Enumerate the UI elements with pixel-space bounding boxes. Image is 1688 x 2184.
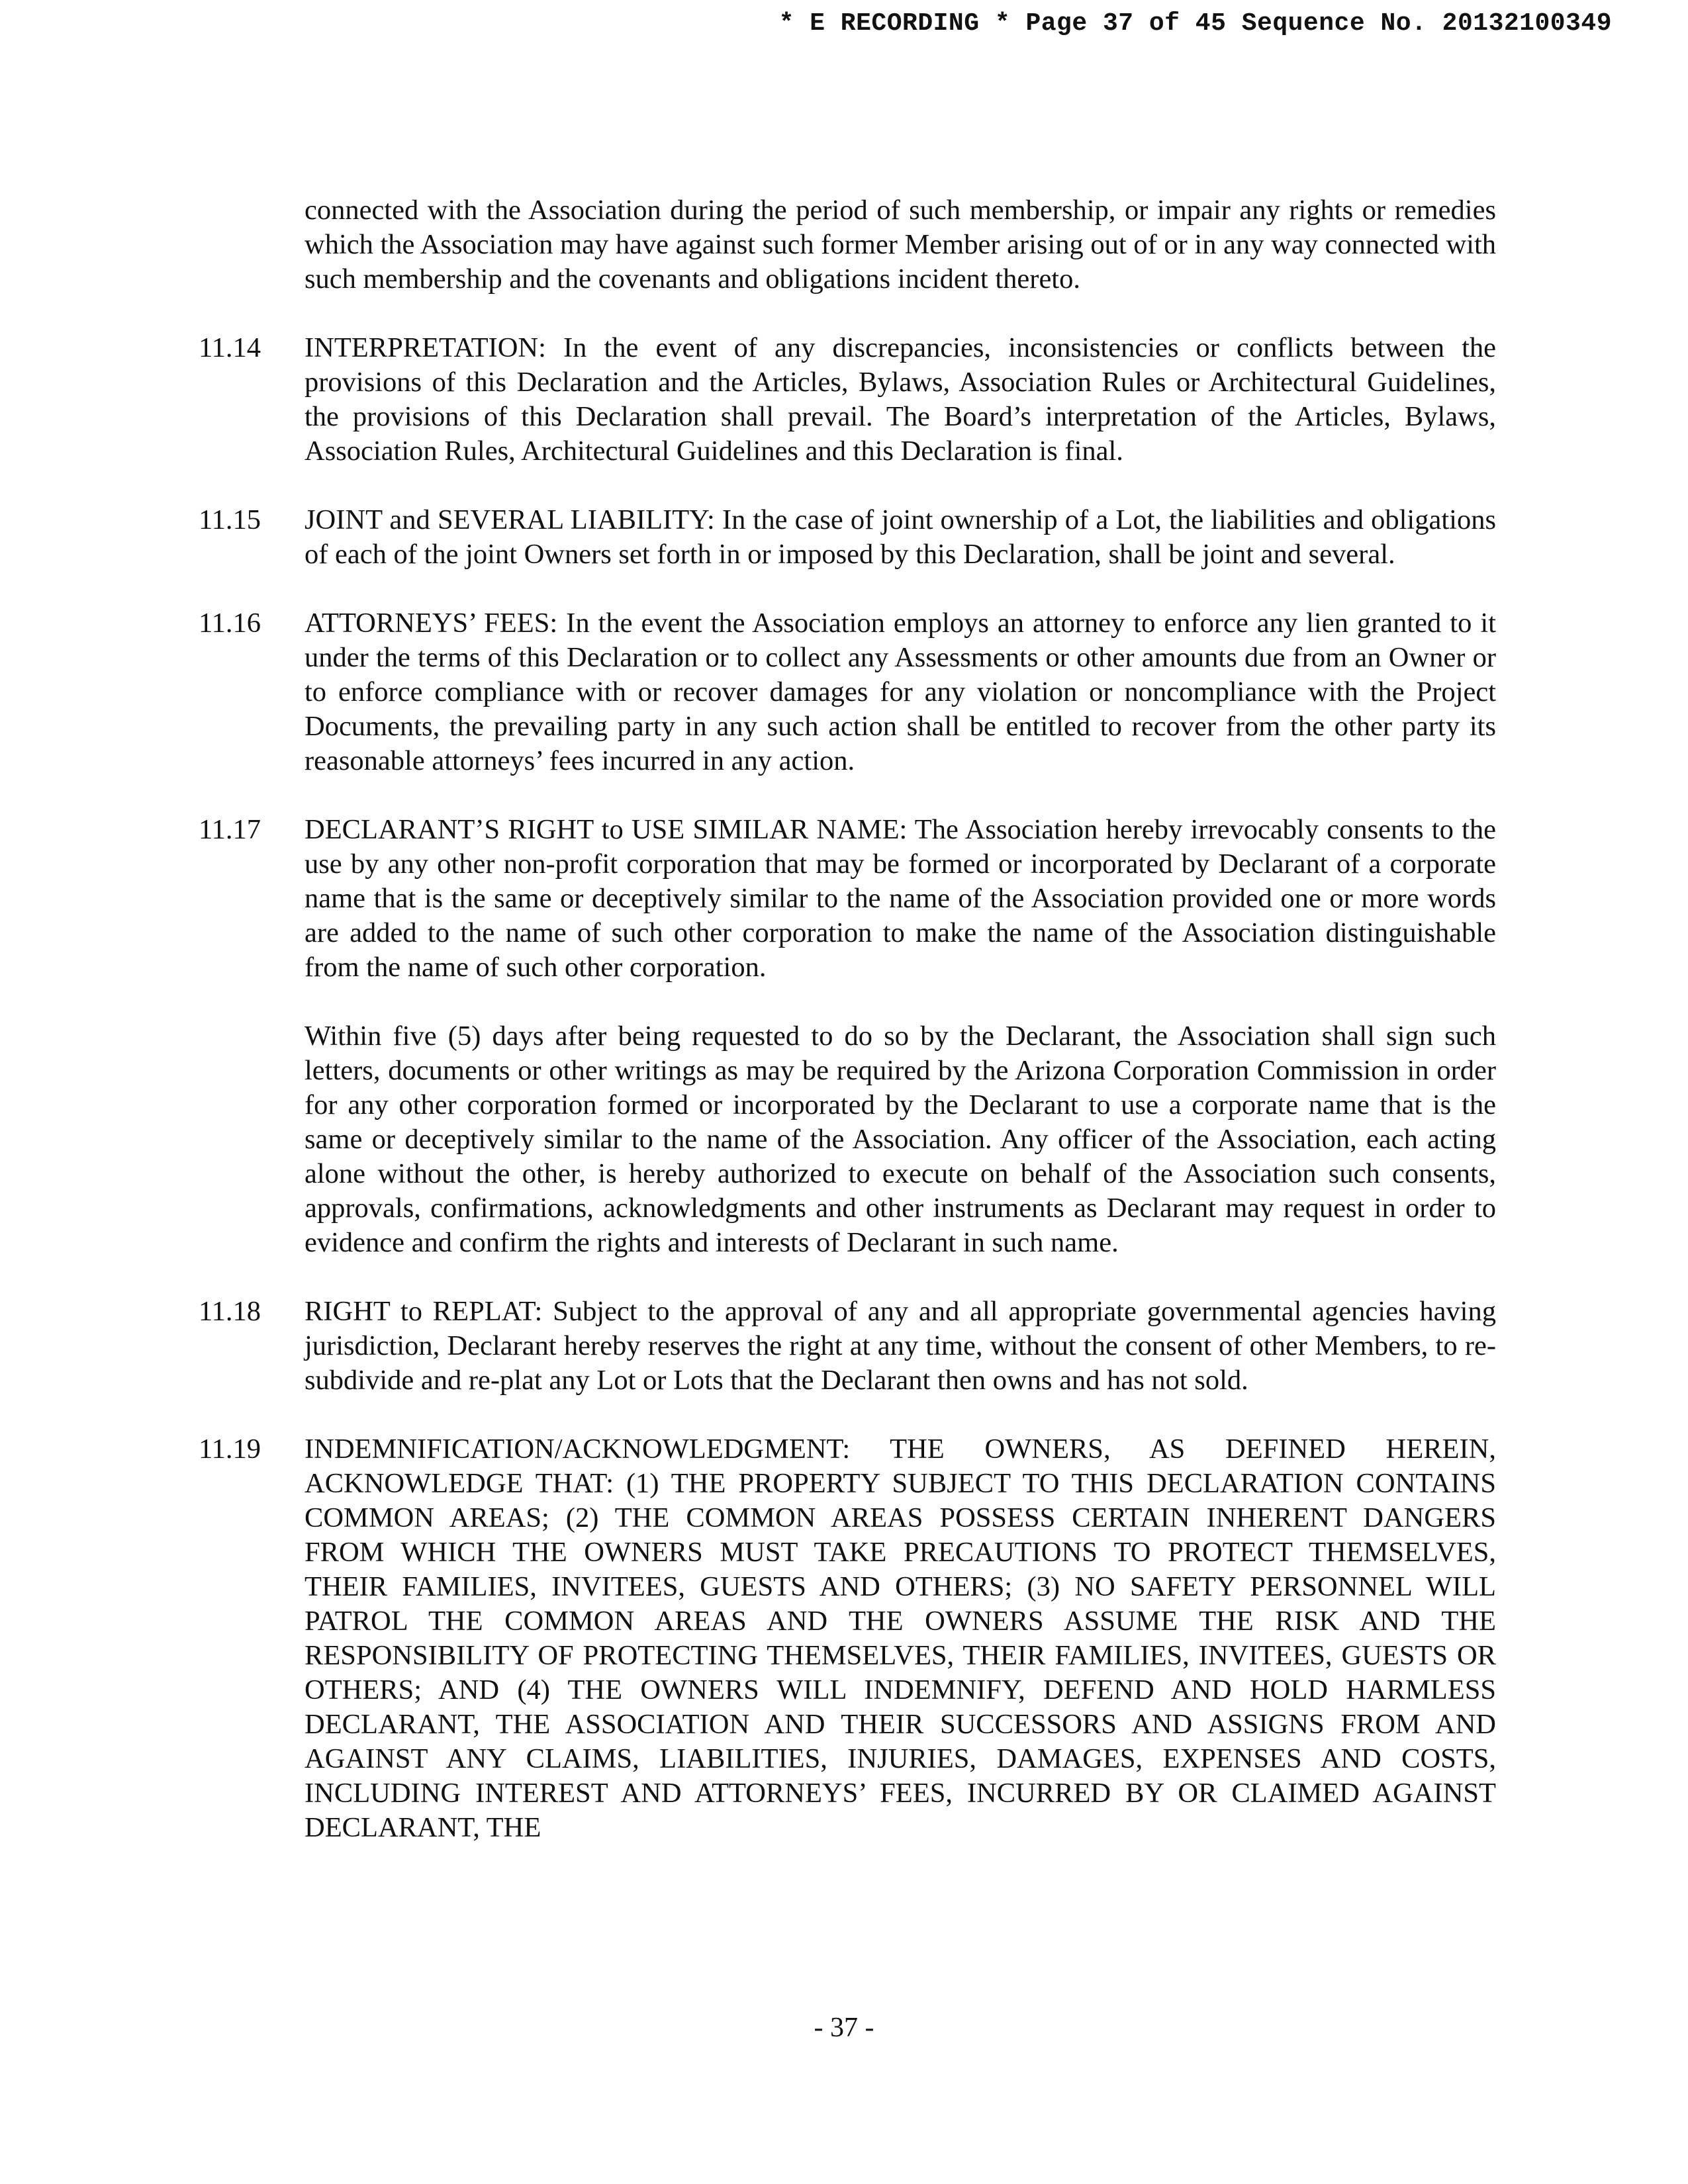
section-number: 11.15 [199,504,261,535]
section-text: DECLARANT’S RIGHT to USE SIMILAR NAME: The Association hereby irrevocably consents to the use by any other non-profit corporation that may be formed or incorporated by Declarant of a corporate name that is the same or deceptively similar to the name of the Association provided one or more words are added to the name of such other corporation to make the name of the Association distinguishable from the name of such other corporation. [305,814,1496,983]
section-text: RIGHT to REPLAT: Subject to the approval of any and all appropriate governmental agencies having jurisdiction, Declarant hereby reserves the right at any time, without the consent of other Members, to re-subdivide and re-plat any Lot or Lots that the Declarant then owns and has not sold. [305,1296,1496,1396]
section-subparagraph: Within five (5) days after being requested to do so by the Declarant, the Association shall sign such letters, documents or other writings as may be required by the Arizona Corporation Commission in order for any other corporation formed or incorporated by the Declarant to use a corporate name that is the same or deceptively similar to the name of the Association. Any officer of the Association, each acting alone without the other, is hereby authorized to execute on behalf of the Association such consents, approvals, confirmations, acknowledgments and other instruments as Declarant may request in order to evidence and confirm the rights and interests of Declarant in such name. [305,1021,1496,1258]
section-text: ATTORNEYS’ FEES: In the event the Association employs an attorney to enforce any lien granted to it under the terms of this Declaration or to collect any Assessments or other amounts due from an Owner or to enforce compliance with or recover damages for any violation or noncompliance with the Project Documents, the prevailing party in any such action shall be entitled to recover from the other party its reasonable attorneys’ fees incurred in any action. [305,608,1496,776]
section-body [305,813,1496,1260]
section-text: JOINT and SEVERAL LIABILITY: In the case of joint ownership of a Lot, the liabilities and obligations of each of the joint Owners set forth in or imposed by this Declaration, shall be joint and several. [305,504,1496,570]
section-number: 11.17 [199,814,261,845]
document-body [199,193,1496,1880]
section-number: 11.14 [199,332,261,363]
page-number: - 37 - [814,2013,874,2043]
recording-header: * E RECORDING * Page 37 of 45 Sequence No. 20132100349 [778,9,1612,38]
section-11-15 [199,503,1496,572]
section-11-16 [199,606,1496,778]
section-11-18 [199,1295,1496,1398]
section-text: INDEMNIFICATION/ACKNOWLEDGMENT: THE OWNERS, AS DEFINED HEREIN, ACKNOWLEDGE THAT: (1) THE PROPERTY SUBJECT TO THIS DECLARATION CONTAINS COMMON AREAS; (2) THE COMMON AREAS POSSESS CERTAIN INHERENT DANGERS FROM WHICH THE OWNERS MUST TAKE PRECAUTIONS TO PROTECT THEMSELVES, THEIR FAMILIES, INVITEES, GUESTS AND OTHERS; (3) NO SAFETY PERSONNEL WILL PATROL THE COMMON AREAS AND THE OWNERS ASSUME THE RISK AND THE RESPONSIBILITY OF PROTECTING THEMSELVES, THEIR FAMILIES, INVITEES, GUESTS OR OTHERS; AND (4) THE OWNERS WILL INDEMNIFY, DEFEND AND HOLD HARMLESS DECLARANT, THE ASSOCIATION AND THEIR SUCCESSORS AND ASSIGNS FROM AND AGAINST ANY CLAIMS, LIABILITIES, INJURIES, DAMAGES, EXPENSES AND COSTS, INCLUDING INTEREST AND ATTORNEYS’ FEES, INCURRED BY OR CLAIMED AGAINST DECLARANT, THE [305,1433,1496,1843]
section-number: 11.19 [199,1433,261,1465]
section-number: 11.18 [199,1296,261,1327]
section-text: INTERPRETATION: In the event of any discrepancies, inconsistencies or conflicts between the provisions of this Declaration and the Articles, Bylaws, Association Rules or Architectural Guidelines, the provisions of this Declaration shall prevail. The Board’s interpretation of the Articles, Bylaws, Association Rules, Architectural Guidelines and this Declaration is final. [305,332,1496,467]
section-11-14 [199,331,1496,469]
section-11-17 [199,813,1496,1260]
section-11-19 [199,1432,1496,1845]
continuation-paragraph: connected with the Association during the period of such membership, or impair any rights or remedies which the Association may have against such former Member arising out of or in any way connected with such membership and the covenants and obligations incident thereto. [305,195,1496,295]
section-number: 11.16 [199,608,261,639]
